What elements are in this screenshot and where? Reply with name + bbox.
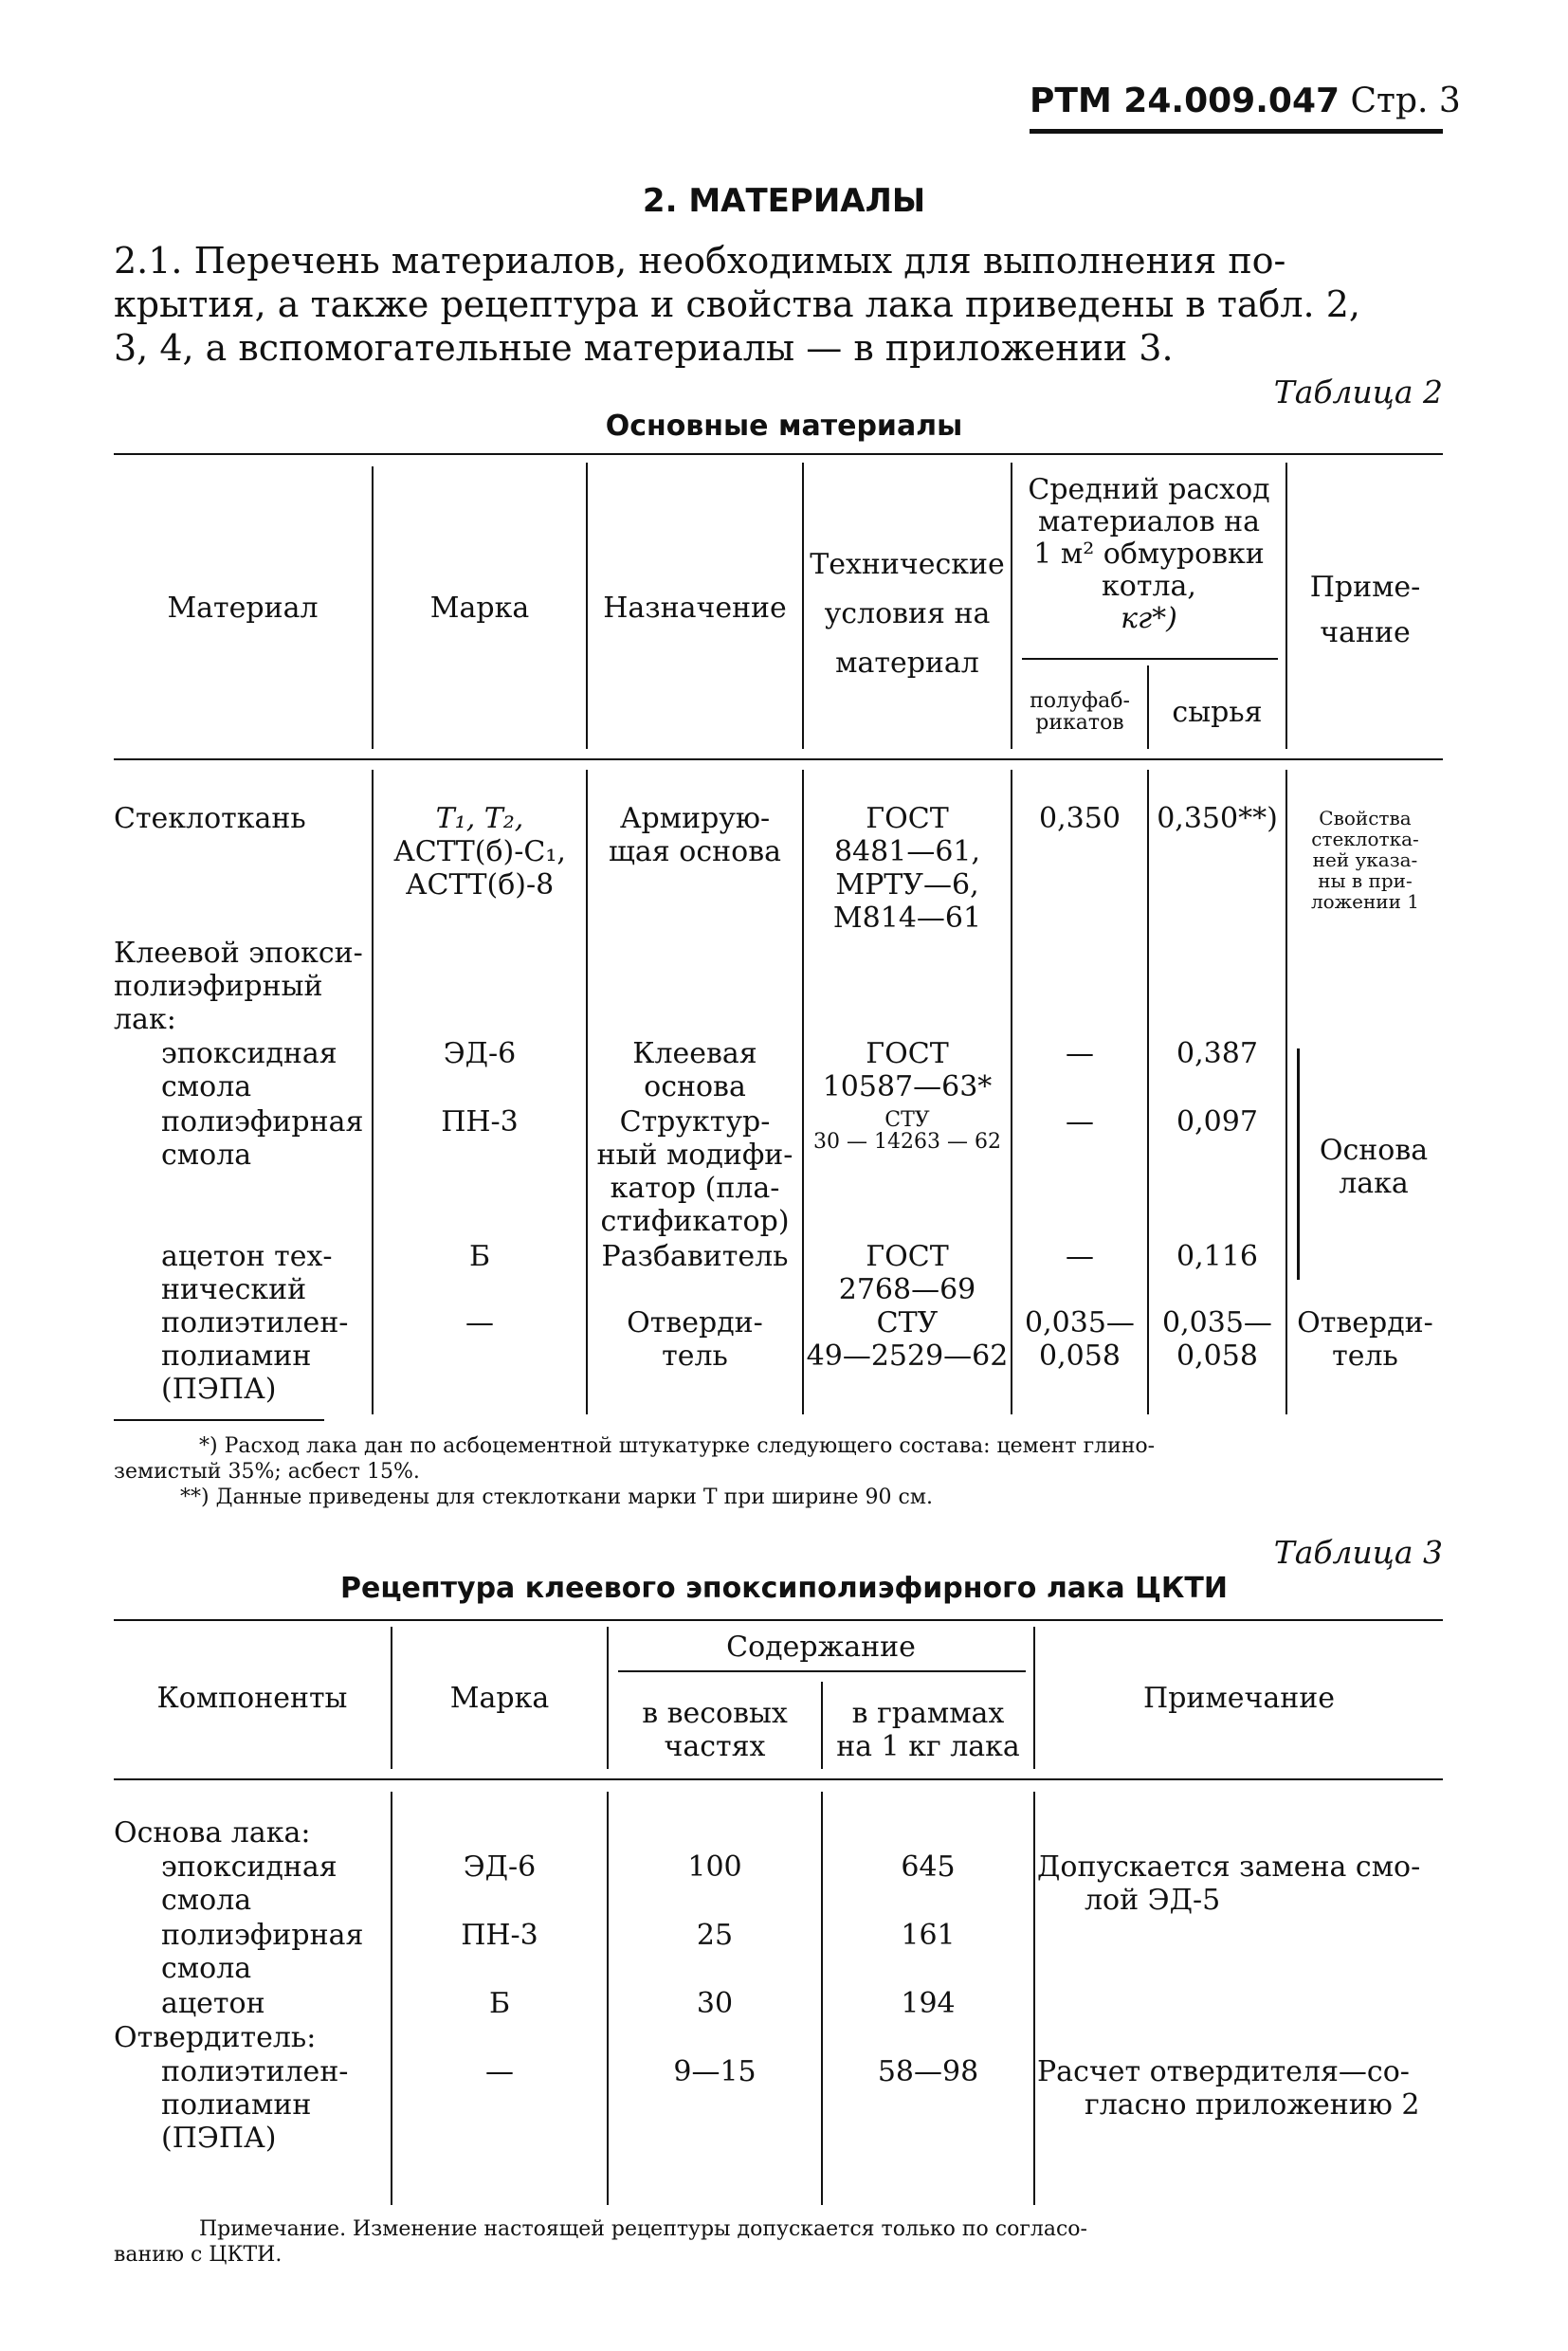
cell-line: Клеевая — [632, 1037, 757, 1070]
footnote-line: Примечание. Изменение настоящей рецептуры допускается только по согласо- — [199, 2217, 1087, 2241]
section-title: 2. МАТЕРИАЛЫ — [642, 182, 926, 220]
cell-line: лой ЭД-5 — [1085, 1884, 1221, 1917]
header-line: Технические — [810, 548, 1005, 581]
cell-line: СТУ — [884, 1108, 930, 1132]
table3-col-divider — [1033, 1792, 1035, 2205]
cell-line: Основа — [1319, 1134, 1429, 1167]
cell-line: 49—2529—62 — [806, 1340, 1009, 1373]
cell-line: полиэфирная — [161, 1105, 364, 1139]
cell-line: смола — [161, 1139, 252, 1172]
cell-line: лак: — [114, 1003, 176, 1036]
table2-caption: Таблица 2 — [1273, 374, 1443, 410]
cell-line: нический — [161, 1273, 307, 1306]
footnote-line: *) Расход лака дан по асбоцементной штукатурке следующего состава: цемент глино- — [199, 1434, 1156, 1458]
cell-line: полиамин — [161, 2088, 312, 2122]
header-line: условия на — [824, 597, 991, 630]
table3-cell-component: Отвердитель: — [114, 2021, 317, 2054]
cell-line: щая основа — [609, 835, 781, 868]
cell-line: 30 — 14263 — 62 — [813, 1130, 1001, 1154]
table2-cell-raw: 0,097 — [1176, 1105, 1258, 1139]
cell-line: полиэфирный — [114, 970, 323, 1003]
cell-line: тель — [1332, 1340, 1398, 1373]
cell-line: стеклотка- — [1311, 828, 1419, 850]
header-line: материал — [835, 647, 979, 680]
cell-line: катор (пла- — [610, 1172, 780, 1205]
table3-cell-grams: 194 — [901, 1987, 956, 2020]
cell-line: ГОСТ — [866, 1037, 949, 1070]
cell-line: смола — [161, 1070, 252, 1103]
cell-line: Отверди- — [1297, 1306, 1433, 1340]
table3-header-mark: Марка — [449, 1682, 550, 1715]
table3-cell-mark: ПН-3 — [461, 1919, 538, 1952]
header-line: в граммах — [851, 1697, 1005, 1730]
cell-line: полиамин — [161, 1340, 312, 1373]
footnote-line: земистый 35%; асбест 15%. — [114, 1460, 420, 1484]
cell-line: полиэтилен- — [161, 2055, 349, 2088]
table3-cell-grams: 161 — [901, 1919, 956, 1952]
footnote-line: ванию с ЦКТИ. — [114, 2243, 283, 2267]
table2-cell-semi: — — [1066, 1105, 1094, 1139]
cell-line: Допускается замена смо- — [1037, 1850, 1421, 1884]
table2-cell-mark: ЭД-6 — [443, 1037, 517, 1070]
cell-line: Т₁, Т₂, — [435, 802, 524, 835]
table3-cell-weight: 100 — [687, 1850, 742, 1884]
cell-line: смола — [161, 1952, 252, 1985]
table3-header-content: Содержание — [726, 1631, 916, 1664]
cell-line: Армирую- — [619, 802, 771, 835]
table3-cell-component: Основа лака: — [114, 1816, 311, 1850]
paragraph-line: 2.1. Перечень материалов, необходимых для выполнения по- — [114, 240, 1286, 282]
header-line: кг*) — [1121, 602, 1177, 635]
paragraph-line: крытия, а также рецептура и свойства лака приведены в табл. 2, — [114, 283, 1360, 325]
table2-cell-mark: Б — [468, 1240, 491, 1273]
table3-cell-component — [161, 1919, 363, 1985]
table3-cell-mark: — — [485, 2055, 514, 2088]
cell-line: Отверди- — [627, 1306, 763, 1340]
header-line: рикатов — [1035, 711, 1124, 735]
cell-line: Структур- — [619, 1105, 771, 1139]
header-line: Приме- — [1309, 571, 1421, 604]
cell-line: полиэфирная — [161, 1919, 364, 1952]
header-line: в весовых — [642, 1697, 788, 1730]
table2-cell-raw: 0,350**) — [1157, 802, 1278, 835]
cell-line: Свойства — [1319, 807, 1412, 829]
cell-line: смола — [161, 1884, 252, 1917]
table3-cell-grams: 645 — [901, 1850, 956, 1884]
table2-cell-mark: — — [465, 1306, 494, 1340]
header-line: на 1 кг лака — [836, 1730, 1020, 1763]
cell-line: ны в при- — [1318, 869, 1413, 892]
table3-cell-grams: 58—98 — [877, 2055, 979, 2088]
table2-header-material: Материал — [167, 592, 319, 625]
table2-cell-semi: 0,350 — [1039, 802, 1121, 835]
cell-line: 0,035— — [1025, 1306, 1135, 1340]
cell-line: лака — [1339, 1167, 1409, 1200]
header-line: полуфаб- — [1030, 689, 1130, 713]
table3-cell-weight: 25 — [696, 1919, 734, 1952]
table3-cell-note — [1037, 2055, 1443, 2122]
table2-cell-material: Стеклоткань — [114, 802, 306, 835]
cell-line: основа — [644, 1070, 746, 1103]
cell-line: (ПЭПА) — [161, 2122, 277, 2155]
cell-line: эпоксидная — [161, 1037, 337, 1070]
header-line: чание — [1320, 616, 1411, 649]
cell-line: 2768—69 — [838, 1273, 976, 1306]
cell-line: АСТТ(б)-С₁, — [393, 835, 566, 868]
table2-header-mark: Марка — [429, 592, 530, 625]
footnote-line: **) Данные приведены для стеклоткани марки Т при ширине 90 см. — [180, 1485, 933, 1509]
header-line: 1 м² обмуровки — [1033, 538, 1265, 571]
cell-line: 0,035— — [1162, 1306, 1272, 1340]
cell-line: 8481—61, — [833, 835, 981, 868]
table3-footnote — [114, 2216, 1443, 2268]
cell-line: ный модифи- — [596, 1139, 793, 1172]
table3-cell-mark: ЭД-6 — [463, 1850, 537, 1884]
cell-line: гласно приложению 2 — [1085, 2088, 1420, 2122]
table3-subheader-rule — [618, 1670, 1026, 1672]
header-line: частях — [664, 1730, 766, 1763]
header-line: Средний расход — [1028, 473, 1270, 506]
cell-line: эпоксидная — [161, 1850, 337, 1884]
page-number: Стр. 3 — [1350, 82, 1461, 120]
table2-cell-raw: 0,387 — [1176, 1037, 1258, 1070]
table2-cell-semi: — — [1066, 1240, 1094, 1273]
document-code: РТМ 24.009.047 — [1030, 82, 1340, 120]
table3-header-grams — [823, 1697, 1033, 1763]
cell-line: ГОСТ — [866, 1240, 949, 1273]
table2-cell-mark: ПН-3 — [441, 1105, 519, 1139]
table3-cell-weight: 30 — [696, 1987, 734, 2020]
table3-header-components: Компоненты — [156, 1682, 348, 1715]
cell-line: ложении 1 — [1310, 890, 1420, 913]
table3-cell-component: ацетон — [161, 1987, 265, 2020]
cell-line: полиэтилен- — [161, 1306, 349, 1340]
paragraph-line: 3, 4, а вспомогательные материалы — в приложении 3. — [114, 327, 1174, 369]
table3-caption: Таблица 3 — [1273, 1534, 1443, 1571]
header-line: материалов на — [1037, 505, 1261, 538]
table3-top-rule — [114, 1619, 1443, 1621]
table3-cell-component — [161, 2055, 348, 2155]
table2-header-purpose: Назначение — [603, 592, 787, 625]
table3-header-note: Примечание — [1143, 1682, 1335, 1715]
table3-cell-weight: 9—15 — [673, 2055, 757, 2088]
cell-line: СТУ — [876, 1306, 939, 1340]
table3-cell-note — [1037, 1850, 1443, 1917]
table2-title: Основные материалы — [605, 410, 963, 443]
table2-cell-raw: 0,116 — [1176, 1240, 1258, 1273]
cell-line: тель — [662, 1340, 728, 1373]
cell-line: АСТТ(б)-8 — [405, 868, 555, 902]
header-line: котла, — [1102, 570, 1196, 603]
table2-cell-purpose: Разбавитель — [601, 1240, 789, 1273]
cell-line: стификатор) — [600, 1205, 790, 1238]
cell-line: Расчет отвердителя—со- — [1037, 2055, 1410, 2088]
cell-line: ацетон тех- — [161, 1240, 333, 1273]
cell-line: ней указа- — [1312, 848, 1418, 871]
table3-cell-component — [161, 1850, 337, 1917]
table2-header-raw: сырья — [1172, 696, 1263, 729]
cell-line: Клеевой эпокси- — [114, 937, 363, 970]
cell-line: (ПЭПА) — [161, 1373, 277, 1406]
table3-cell-mark: Б — [488, 1987, 511, 2020]
cell-line: 0,058 — [1039, 1340, 1121, 1373]
cell-line: МРТУ—6, — [835, 868, 979, 902]
cell-line: 0,058 — [1176, 1340, 1258, 1373]
table2-cell-semi: — — [1066, 1037, 1094, 1070]
table3-title: Рецептура клеевого эпоксиполиэфирного лака ЦКТИ — [339, 1572, 1229, 1605]
table3-header-weight — [609, 1697, 821, 1763]
table3-header-rule — [114, 1778, 1443, 1780]
cell-line: 10587—63* — [822, 1070, 993, 1103]
cell-line: ГОСТ — [866, 802, 949, 835]
cell-line: М814—61 — [832, 902, 982, 935]
